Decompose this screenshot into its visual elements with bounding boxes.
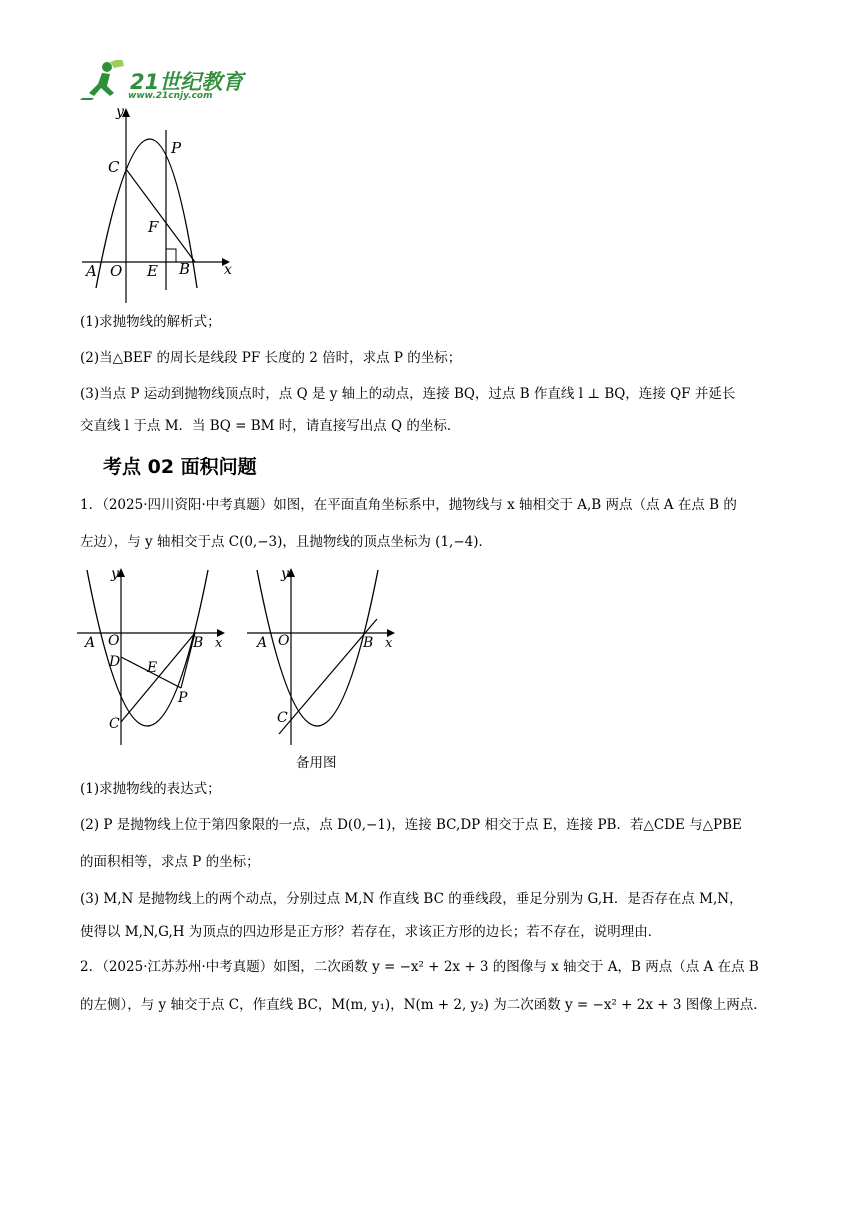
problem1-question-2-line1: (2) P 是抛物线上位于第四象限的一点，点 D(0,−1)，连接 BC,DP 相交于点 E，连接 PB．若△CDE 与△PBE bbox=[80, 817, 742, 833]
section-heading: 考点 02 面积问题 bbox=[103, 456, 257, 478]
logo-text: 21世纪教育 bbox=[130, 70, 244, 94]
figure-parabola-right bbox=[245, 562, 405, 747]
prev-question-1: (1)求抛物线的解析式； bbox=[80, 314, 221, 330]
fig1-label: C bbox=[108, 158, 120, 176]
fig1-label: F bbox=[148, 218, 159, 236]
fig2l-label: C bbox=[109, 716, 120, 732]
fig2r-label: x bbox=[385, 636, 393, 651]
fig2r-label: y bbox=[281, 566, 289, 582]
problem1-line1: 1．（2025·四川资阳·中考真题）如图，在平面直角坐标系中，抛物线与 x 轴相交于 A,B 两点（点 A 在点 B 的 bbox=[80, 497, 737, 513]
fig2l-label: D bbox=[109, 654, 121, 670]
fig1-label: y bbox=[116, 104, 124, 120]
runner-icon bbox=[80, 60, 128, 102]
problem2-line1: 2．（2025·江苏苏州·中考真题）如图，二次函数 y = −x² + 2x + 3 的图像与 x 轴交于 A，B 两点（点 A 在点 B bbox=[80, 959, 759, 975]
fig2r-label: C bbox=[277, 710, 288, 726]
problem1-question-3-line1: (3) M,N 是抛物线上的两个动点，分别过点 M,N 作直线 BC 的垂线段，垂足分别为 G,H．是否存在点 M,N， bbox=[80, 891, 743, 907]
fig1-label: A bbox=[86, 262, 97, 280]
fig2l-label: y bbox=[111, 566, 119, 582]
fig1-label: E bbox=[147, 262, 158, 280]
figure-parabola-1 bbox=[80, 100, 250, 305]
fig2l-label: A bbox=[85, 635, 96, 651]
logo-url: www.21cnjy.com bbox=[128, 91, 213, 101]
figure-caption: 备用图 bbox=[296, 755, 337, 771]
problem1-question-3-line2: 使得以 M,N,G,H 为顶点的四边形是正方形？若存在，求该正方形的边长；若不存在，说明理由． bbox=[80, 924, 662, 940]
fig2r-label: B bbox=[363, 635, 374, 651]
problem1-question-1: (1)求抛物线的表达式； bbox=[80, 781, 221, 797]
fig2r-label: O bbox=[278, 633, 290, 649]
fig2l-label: x bbox=[215, 636, 223, 651]
figure-parabola-left bbox=[75, 562, 235, 747]
fig1-label: O bbox=[110, 262, 123, 280]
prev-question-3-line1: (3)当点 P 运动到抛物线顶点时，点 Q 是 y 轴上的动点，连接 BQ，过点 B 作直线 l ⊥ BQ，连接 QF 并延长 bbox=[80, 386, 736, 402]
fig1-label: P bbox=[171, 139, 182, 157]
fig2l-label: B bbox=[193, 635, 204, 651]
prev-question-2: (2)当△BEF 的周长是线段 PF 长度的 2 倍时，求点 P 的坐标； bbox=[80, 350, 462, 366]
fig2l-label: O bbox=[108, 633, 120, 649]
fig2l-label: P bbox=[178, 690, 188, 706]
prev-question-3-line2: 交直线 l 于点 M．当 BQ = BM 时，请直接写出点 Q 的坐标． bbox=[80, 418, 461, 434]
fig1-label: x bbox=[224, 262, 232, 278]
fig2r-label: A bbox=[257, 635, 268, 651]
problem1-question-2-line2: 的面积相等，求点 P 的坐标； bbox=[80, 854, 260, 870]
fig2l-label: E bbox=[147, 660, 158, 676]
fig1-label: B bbox=[179, 260, 191, 278]
problem1-line2: 左边），与 y 轴相交于点 C(0,−3)，且抛物线的顶点坐标为 (1,−4)． bbox=[80, 534, 492, 550]
logo bbox=[80, 60, 255, 105]
problem2-line2: 的左侧），与 y 轴交于点 C，作直线 BC，M(m, y₁)，N(m + 2, y₂) 为二次函数 y = −x² + 2x + 3 图像上两点． bbox=[80, 997, 767, 1013]
